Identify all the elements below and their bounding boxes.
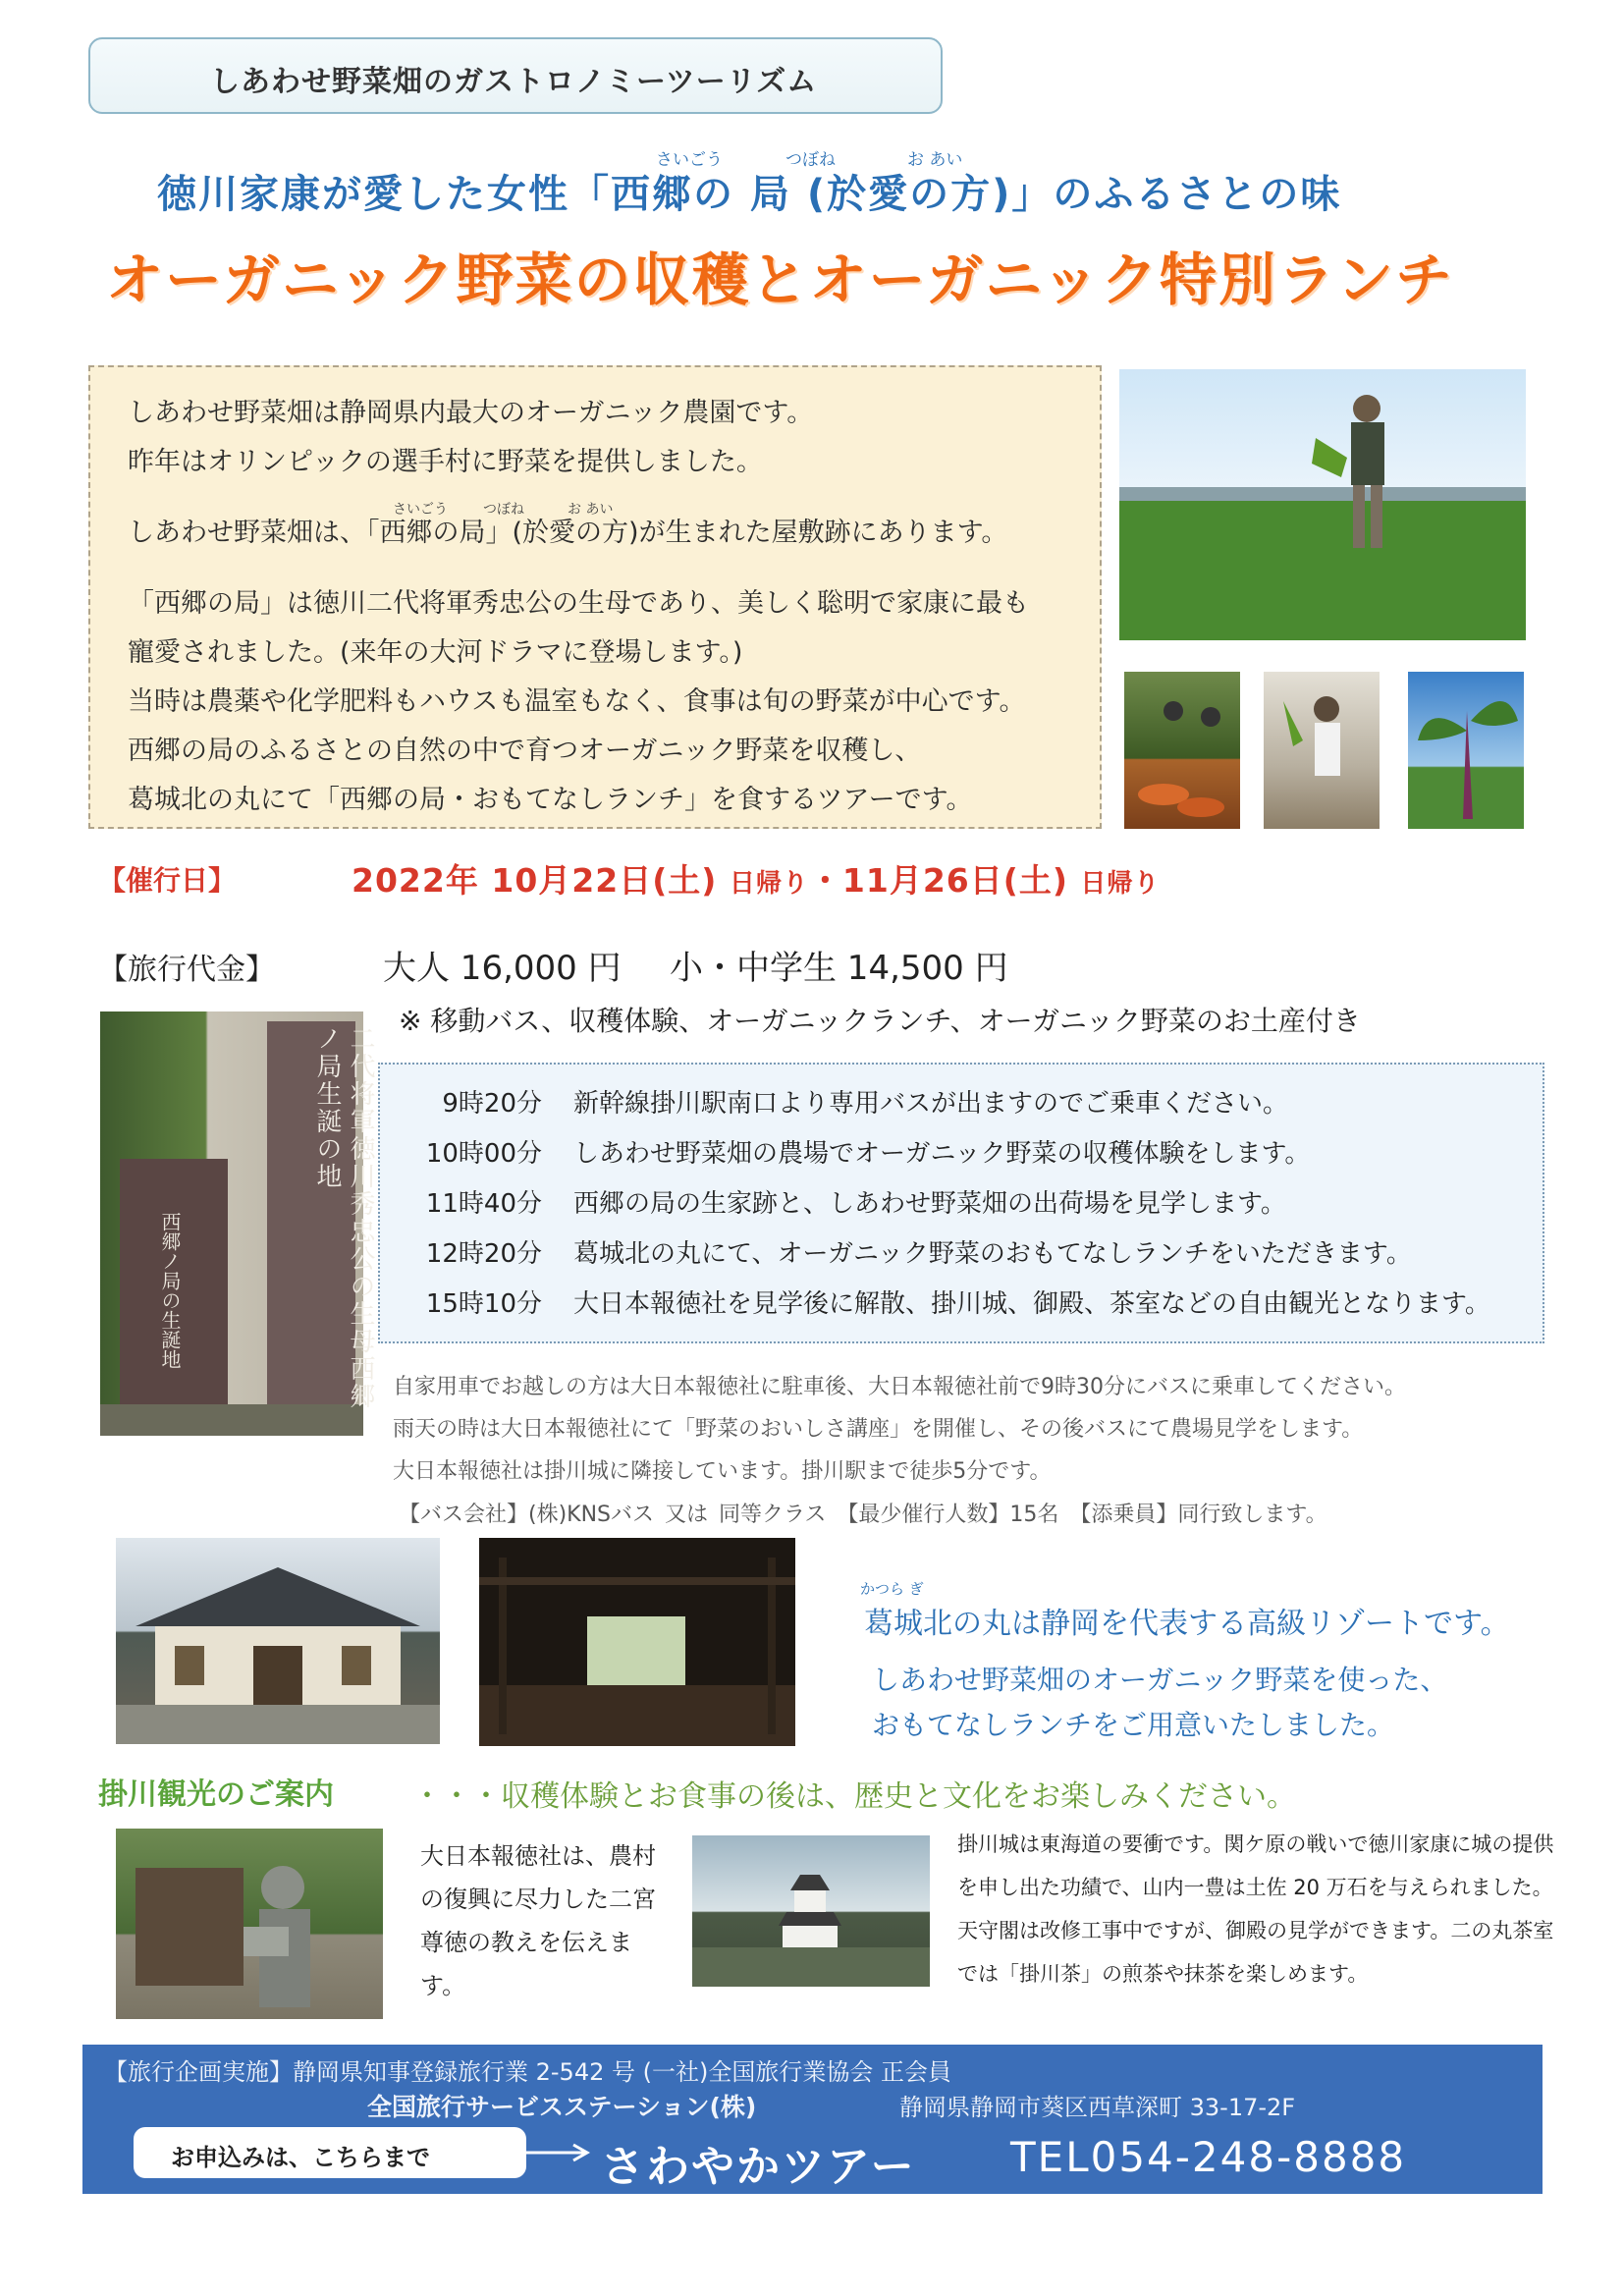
schedule-text: しあわせ野菜畑の農場でオーガニック野菜の収穫体験をします。 bbox=[573, 1139, 1311, 1169]
schedule-text: 大日本報徳社を見学後に解散、掛川城、御殿、茶室などの自由観光となります。 bbox=[573, 1289, 1490, 1319]
intro-p7: 西郷の局のふるさとの自然の中で育つオーガニック野菜を収穫し、 bbox=[128, 736, 922, 766]
kakegawa-heading: 掛川観光のご案内 bbox=[98, 1777, 334, 1812]
resort-line-2: しあわせ野菜畑のオーガニック野菜を使った、 bbox=[872, 1664, 1448, 1696]
intro-box bbox=[88, 365, 1102, 829]
okra-plant-photo bbox=[1408, 672, 1524, 829]
note-parking: 自家用車でお越しの方は大日本報徳社に駐車後、大日本報徳社前で9時30分にバスに乗車してください。 bbox=[393, 1375, 1406, 1399]
footer-registration: 【旅行企画実施】静岡県知事登録旅行業 2-542 号 (一社)全国旅行業協会 正会員 bbox=[104, 2058, 951, 2086]
main-title: オーガニック野菜の収穫とオーガニック特別ランチ bbox=[106, 246, 1455, 313]
note-rain: 雨天の時は大日本報徳社にて「野菜のおいしさ講座」を開催し、その後バスにて農場見学をします。 bbox=[393, 1417, 1364, 1442]
tagline-banner bbox=[88, 37, 943, 114]
intro-p5: 寵愛されました。(来年の大河ドラマに登場します。) bbox=[128, 637, 743, 668]
apply-here-button[interactable]: お申込みは、こちらまで bbox=[134, 2127, 526, 2178]
schedule-row bbox=[380, 1126, 1543, 1176]
okra-icon bbox=[1408, 672, 1524, 829]
kakegawa-castle-photo bbox=[692, 1835, 930, 1987]
footer-banner bbox=[82, 2045, 1543, 2194]
schedule-time: 12時20分 bbox=[425, 1239, 542, 1269]
child-icon bbox=[1264, 672, 1380, 829]
resort-line-3: おもてなしランチをご用意いたしました。 bbox=[872, 1709, 1395, 1741]
schedule-text: 葛城北の丸にて、オーガニック野菜のおもてなしランチをいただきます。 bbox=[573, 1239, 1412, 1269]
child-harvest-photo bbox=[1264, 672, 1380, 829]
sweet-potato-photo bbox=[1124, 672, 1240, 829]
ruby-saigou: さいごう bbox=[656, 150, 723, 170]
ninomiya-statue-photo bbox=[116, 1829, 383, 2019]
intro-p8: 葛城北の丸にて「西郷の局・おもてなしランチ」を食するツアーです。 bbox=[128, 785, 973, 815]
tour-year-unit: 年 bbox=[445, 861, 479, 900]
statue-icon bbox=[116, 1829, 383, 2019]
monument-sign-text: 二代将軍徳川秀忠公の生母西郷ノ局生誕の地 bbox=[312, 1025, 375, 1410]
intro-ruby-tsubone: つぼね bbox=[483, 502, 524, 518]
bus-info: 【バス会社】(株)KNSバス 又は 同等クラス 【最少催行人数】15名 【添乗員】同行致します。 bbox=[399, 1503, 1327, 1527]
phone-number[interactable]: TEL054-248-8888 bbox=[1010, 2133, 1407, 2181]
price-label: 【旅行代金】 bbox=[98, 953, 275, 987]
schedule-text: 新幹線掛川駅南口より専用バスが出ますのでご乗車ください。 bbox=[573, 1089, 1289, 1119]
resort-ruby: かつら ぎ bbox=[860, 1580, 924, 1598]
child-price: 小・中学生 14,500 円 bbox=[670, 949, 1008, 988]
schedule-text: 西郷の局の生家跡と、しあわせ野菜畑の出荷場を見学します。 bbox=[573, 1189, 1286, 1219]
tagline-text: しあわせ野菜畑のガストロノミーツーリズム bbox=[210, 65, 818, 99]
castle-icon bbox=[692, 1835, 930, 1987]
date-label: 【催行日】 bbox=[98, 864, 237, 897]
date-separator: ・ bbox=[808, 861, 842, 900]
schedule-row bbox=[380, 1176, 1543, 1227]
schedule-time: 11時40分 bbox=[425, 1189, 542, 1219]
tour-dates bbox=[352, 855, 1160, 902]
intro-p3: しあわせ野菜畑は、「西郷の局」(於愛の方)が生まれた屋敷跡にあります。 bbox=[128, 518, 1008, 548]
resort-line-1: 葛城北の丸は静岡を代表する高級リゾートです。 bbox=[864, 1607, 1510, 1641]
schedule-box bbox=[378, 1063, 1544, 1343]
arrow-right-icon bbox=[526, 2143, 595, 2162]
adult-price: 大人 16,000 円 bbox=[383, 949, 622, 988]
resort-interior-photo bbox=[479, 1538, 795, 1746]
price-includes: ※ 移動バス、収穫体験、オーガニックランチ、オーガニック野菜のお土産付き bbox=[399, 1005, 1361, 1037]
interior-hall-icon bbox=[479, 1538, 795, 1746]
footer-address: 静岡県静岡市葵区西草深町 33-17-2F bbox=[899, 2094, 1296, 2121]
ruby-tsubone: つぼね bbox=[785, 150, 836, 170]
intro-p2: 昨年はオリンピックの選手村に野菜を提供しました。 bbox=[128, 447, 763, 477]
birthplace-plaque-text: 西郷ノ局の生誕地 bbox=[158, 1212, 182, 1369]
intro-p6: 当時は農薬や化学肥料もハウスも温室もなく、食事は旬の野菜が中心です。 bbox=[128, 686, 1026, 717]
footer-company: 全国旅行サービスステーション(株) bbox=[367, 2093, 757, 2121]
tour-date-2: 11月26日(土) bbox=[841, 861, 1068, 900]
schedule-row bbox=[380, 1227, 1543, 1277]
ruby-oai: お あい bbox=[907, 150, 963, 170]
title-line-1: 徳川家康が愛した女性「西郷の 局 (於愛の方)」のふるさとの味 bbox=[157, 172, 1342, 217]
tour-year: 2022 bbox=[352, 861, 446, 900]
sweet-potato-icon bbox=[1124, 672, 1240, 829]
birthplace-monument-photo bbox=[100, 1011, 375, 1436]
tour-date-1: 10月22日(土) bbox=[491, 861, 718, 900]
schedule-row bbox=[380, 1277, 1543, 1327]
schedule-time: 15時10分 bbox=[425, 1289, 542, 1319]
castle-description: 掛川城は東海道の要衝です。関ケ原の戦いで徳川家康に城の提供を申し出た功績で、山内一豊は土佐 20 万石を与えられました。天守閣は改修工事中ですが、御殿の見学ができます。二の丸茶室では「掛川茶」の煎茶や抹茶を楽しめます。 bbox=[957, 1832, 1554, 1986]
intro-ruby-oai: お あい bbox=[568, 502, 614, 518]
intro-p1: しあわせ野菜畑は静岡県内最大のオーガニック農園です。 bbox=[128, 398, 814, 428]
day-trip-1: 日帰り bbox=[729, 869, 809, 899]
japanese-house-icon bbox=[116, 1538, 440, 1744]
farmer-field-photo bbox=[1119, 369, 1526, 640]
schedule-time: 9時20分 bbox=[442, 1089, 542, 1119]
hotokusha-description: 大日本報徳社は、農村の復興に尽力した二宮尊徳の教えを伝えます。 bbox=[420, 1842, 656, 1999]
intro-p4: 「西郷の局」は徳川二代将軍秀忠公の生母であり、美しく聡明で家康に最も bbox=[128, 588, 1029, 619]
agency-name: さわやかツアー bbox=[601, 2142, 916, 2192]
schedule-time: 10時00分 bbox=[425, 1139, 542, 1169]
schedule-row bbox=[380, 1076, 1543, 1126]
day-trip-2: 日帰り bbox=[1080, 869, 1161, 899]
resort-exterior-photo bbox=[116, 1538, 440, 1744]
intro-ruby-saigou: さいごう bbox=[393, 502, 448, 518]
kakegawa-subheading: ・・・収穫体験とお食事の後は、歴史と文化をお楽しみください。 bbox=[412, 1779, 1296, 1814]
note-access: 大日本報徳社は掛川城に隣接しています。掛川駅まで徒歩5分です。 bbox=[393, 1459, 1052, 1484]
farmer-figure-icon bbox=[1119, 369, 1526, 640]
